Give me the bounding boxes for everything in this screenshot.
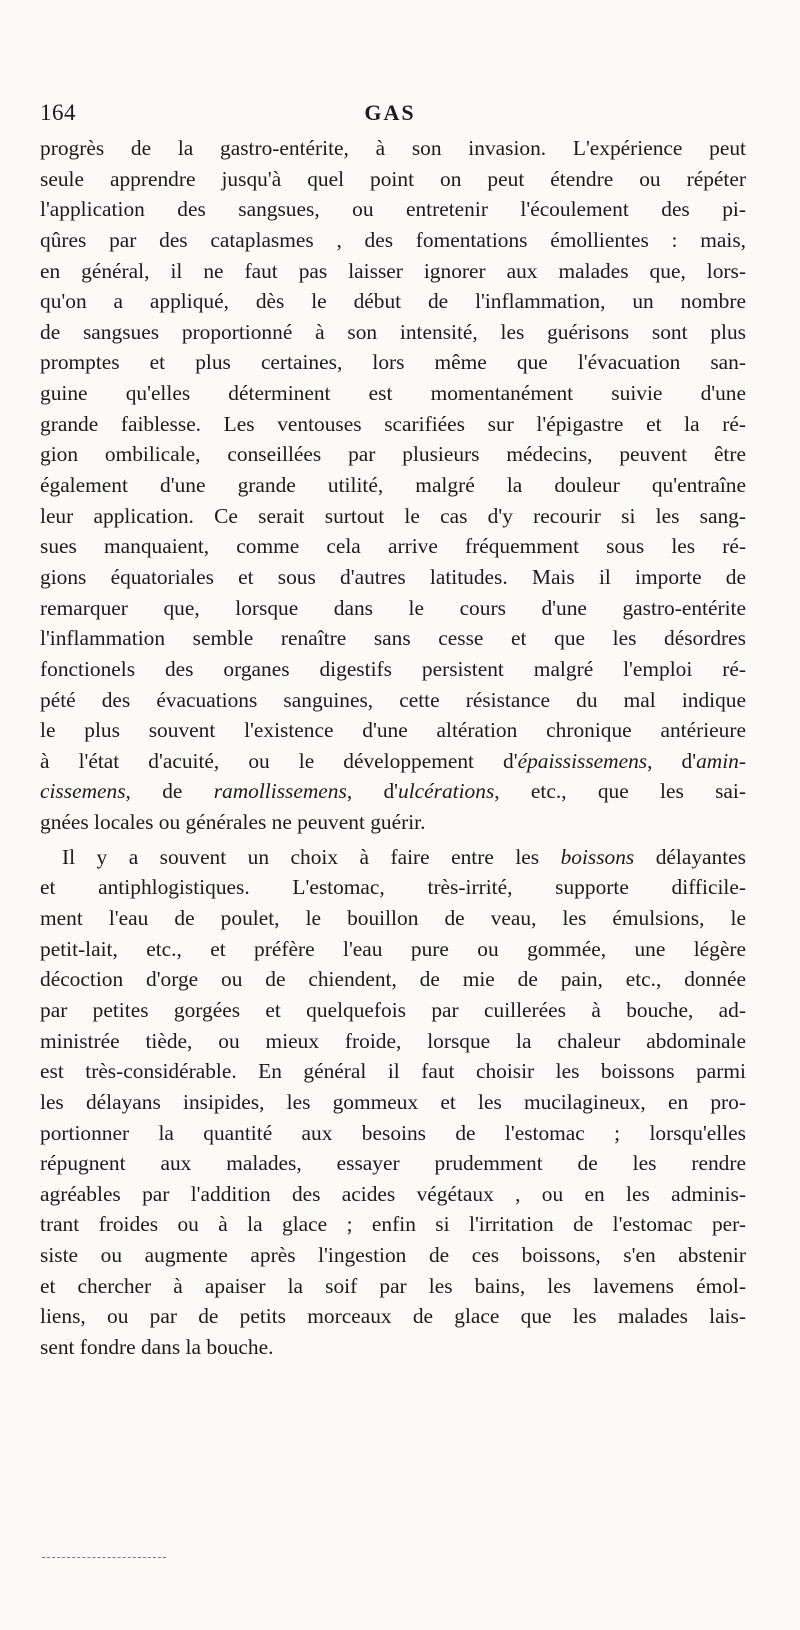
- text-line: petit-lait, etc., et préfère l'eau pure ou gommée, une légère: [40, 936, 746, 961]
- text-line: est très-considérable. En général il faut choisir les boissons parmi: [40, 1059, 746, 1084]
- text-line: agréables par l'addition des acides végétaux , ou en les adminis-: [40, 1181, 746, 1206]
- text-line: progrès de la gastro-entérite, à son invasion. L'expérience peut: [40, 136, 746, 160]
- body-text: [40, 133, 746, 1363]
- text-line: qu'on a appliqué, dès le début de l'inflammation, un nombre: [40, 289, 746, 314]
- text-line: l'inflammation semble renaître sans cesse et que les désordres: [40, 626, 746, 651]
- text-line: gions équatoriales et sous d'autres latitudes. Mais il importe de: [40, 564, 746, 589]
- text-line: et antiphlogistiques. L'estomac, très-irrité, supporte difficile-: [40, 875, 746, 900]
- page-number: 164: [40, 100, 76, 125]
- text-line: le plus souvent l'existence d'une altération chronique antérieure: [40, 718, 746, 743]
- text-line: leur application. Ce serait surtout le cas d'y recourir si les sang-: [40, 503, 746, 528]
- text-line: répugnent aux malades, essayer prudemment de les rendre: [40, 1151, 746, 1176]
- footer-rule: [42, 1557, 166, 1558]
- text-line: à l'état d'acuité, ou le développement d'épaississemens, d'amin-: [40, 748, 746, 773]
- text-line: guine qu'elles déterminent est momentanément suivie d'une: [40, 381, 746, 406]
- text-line: de sangsues proportionné à son intensité, les guérisons sont plus: [40, 319, 746, 344]
- text-line: gion ombilicale, conseillées par plusieurs médecins, peuvent être: [40, 442, 746, 467]
- page-header: [40, 100, 740, 132]
- text-line: grande faiblesse. Les ventouses scarifiées sur l'épigastre et la ré-: [40, 411, 746, 436]
- text-line: sent fondre dans la bouche.: [40, 1334, 274, 1359]
- text-line: gnées locales ou générales ne peuvent guérir.: [40, 810, 426, 835]
- running-head: GAS: [364, 100, 416, 125]
- text-line: fonctionels des organes digestifs persistent malgré l'emploi ré-: [40, 656, 746, 681]
- text-line: et chercher à apaiser la soif par les bains, les lavemens émol-: [40, 1273, 746, 1298]
- text-line: par petites gorgées et quelquefois par cuillerées à bouche, ad-: [40, 997, 746, 1022]
- text-line: siste ou augmente après l'ingestion de ces boissons, s'en abstenir: [40, 1243, 746, 1268]
- text-line: trant froides ou à la glace ; enfin si l'irritation de l'estomac per-: [40, 1212, 746, 1237]
- text-line: en général, il ne faut pas laisser ignorer aux malades que, lors-: [40, 258, 746, 283]
- text-line: ment l'eau de poulet, le bouillon de veau, les émulsions, le: [40, 906, 746, 931]
- text-line: liens, ou par de petits morceaux de glace que les malades lais-: [40, 1304, 746, 1329]
- text-line: cissemens, de ramollissemens, d'ulcérations, etc., que les sai-: [40, 779, 746, 804]
- text-line: Il y a souvent un choix à faire entre les boissons délayantes: [62, 844, 747, 869]
- text-line: promptes et plus certaines, lors même que l'évacuation san-: [40, 350, 746, 375]
- text-line: pété des évacuations sanguines, cette résistance du mal indique: [40, 687, 746, 712]
- text-line: décoction d'orge ou de chiendent, de mie de pain, etc., donnée: [40, 967, 746, 992]
- text-line: qûres par des cataplasmes , des fomentations émollientes : mais,: [40, 227, 746, 252]
- text-line: également d'une grande utilité, malgré la douleur qu'entraîne: [40, 473, 746, 498]
- text-line: les délayans insipides, les gommeux et les mucilagineux, en pro-: [40, 1089, 746, 1114]
- text-line: portionner la quantité aux besoins de l'estomac ; lorsqu'elles: [40, 1120, 746, 1145]
- text-line: ministrée tiède, ou mieux froide, lorsque la chaleur abdominale: [40, 1028, 746, 1053]
- text-line: seule apprendre jusqu'à quel point on peut étendre ou répéter: [40, 166, 746, 191]
- text-line: l'application des sangsues, ou entretenir l'écoulement des pi-: [40, 197, 746, 222]
- text-line: sues manquaient, comme cela arrive fréquemment sous les ré-: [40, 534, 746, 559]
- paragraph: [40, 842, 746, 1363]
- paragraph: [40, 133, 746, 838]
- text-line: remarquer que, lorsque dans le cours d'une gastro-entérite: [40, 595, 746, 620]
